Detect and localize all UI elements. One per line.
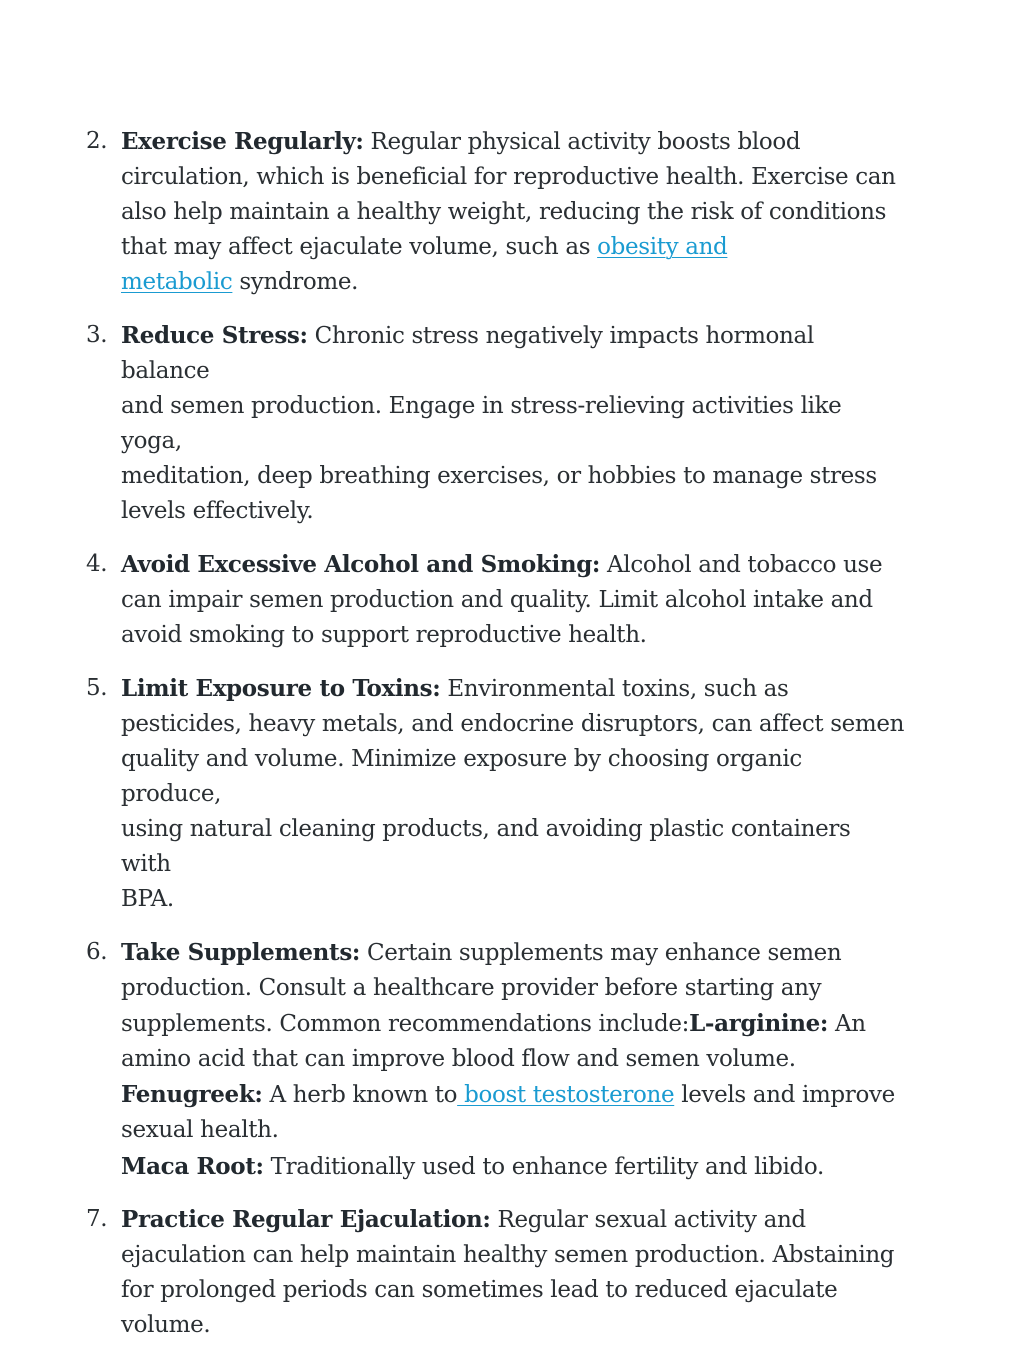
item-line bbox=[121, 547, 906, 583]
item-title: Exercise Regularly: bbox=[121, 128, 364, 155]
item-line: for prolonged periods can sometimes lead to reduced ejaculate bbox=[121, 1277, 838, 1304]
item-title: Take Supplements: bbox=[121, 938, 361, 966]
item-line: and semen production. Engage in stress-relieving activities like yoga, bbox=[121, 393, 842, 455]
item-line bbox=[121, 935, 906, 971]
item-text: An bbox=[828, 1011, 866, 1038]
item-line: volume. bbox=[121, 1312, 211, 1339]
list-item-alcohol-smoking bbox=[86, 547, 906, 653]
list-number: 2. bbox=[86, 128, 108, 154]
item-title: Avoid Excessive Alcohol and Smoking: bbox=[121, 551, 601, 579]
list-item-supplements bbox=[86, 935, 906, 1185]
item-line: quality and volume. Minimize exposure by choosing organic produce, bbox=[121, 746, 802, 808]
item-text: Alcohol and tobacco use bbox=[607, 552, 883, 579]
item-line: circulation, which is beneficial for reproductive health. Exercise can bbox=[121, 164, 896, 191]
item-line: BPA. bbox=[121, 886, 174, 913]
item-line: meditation, deep breathing exercises, or hobbies to manage stress bbox=[121, 463, 877, 490]
supplement-title-l-arginine: L-arginine: bbox=[689, 1010, 829, 1038]
item-text: levels and improve bbox=[674, 1082, 895, 1109]
item-line bbox=[121, 1006, 906, 1042]
item-line bbox=[121, 671, 906, 707]
item-line bbox=[121, 1077, 906, 1113]
item-text: Traditionally used to enhance fertility and libido. bbox=[263, 1153, 824, 1180]
item-text: Regular physical activity boosts blood bbox=[370, 129, 801, 155]
item-line: sexual health. bbox=[121, 1117, 279, 1144]
list-number: 7. bbox=[86, 1206, 108, 1233]
list-number: 6. bbox=[86, 938, 108, 965]
item-title: Practice Regular Ejaculation: bbox=[121, 1206, 491, 1234]
list-number: 4. bbox=[86, 551, 108, 578]
item-line: avoid smoking to support reproductive health. bbox=[121, 622, 647, 649]
item-line: amino acid that can improve blood flow and semen volume. bbox=[121, 1046, 796, 1073]
supplement-title-maca-root: Maca Root: bbox=[121, 1152, 264, 1180]
item-text: Environmental toxins, such as bbox=[447, 675, 789, 702]
item-line: ejaculation can help maintain healthy semen production. Abstaining bbox=[121, 1242, 895, 1269]
list-item-exercise bbox=[86, 124, 906, 300]
boost-testosterone-link[interactable]: boost testosterone bbox=[457, 1082, 675, 1109]
item-line: also help maintain a healthy weight, reducing the risk of conditions bbox=[121, 199, 887, 226]
supplement-title-fenugreek: Fenugreek: bbox=[121, 1081, 263, 1109]
item-line bbox=[121, 1202, 906, 1238]
item-line bbox=[121, 1149, 906, 1185]
list-item-stress bbox=[86, 318, 906, 530]
item-text: syndrome. bbox=[232, 269, 359, 296]
item-line bbox=[121, 230, 906, 265]
list-item-ejaculation bbox=[86, 1202, 906, 1343]
item-line: using natural cleaning products, and avoiding plastic containers with bbox=[121, 816, 851, 878]
tips-list bbox=[86, 124, 906, 1361]
item-line: pesticides, heavy metals, and endocrine disruptors, can affect semen bbox=[121, 710, 905, 737]
item-text: Chronic stress negatively impacts hormonal balance bbox=[121, 322, 814, 385]
item-title: Reduce Stress: bbox=[121, 321, 308, 349]
item-line bbox=[121, 265, 906, 300]
item-line bbox=[121, 318, 906, 389]
item-text: Certain supplements may enhance semen bbox=[367, 939, 842, 966]
obesity-metabolic-link[interactable]: obesity and bbox=[597, 234, 728, 261]
item-line: can impair semen production and quality. Limit alcohol intake and bbox=[121, 587, 873, 614]
item-line: production. Consult a healthcare provider before starting any bbox=[121, 975, 822, 1002]
list-number: 3. bbox=[86, 321, 108, 348]
item-text: Regular sexual activity and bbox=[497, 1207, 806, 1234]
item-text: that may affect ejaculate volume, such as bbox=[121, 234, 598, 261]
item-line bbox=[121, 124, 906, 160]
item-text: A herb known to bbox=[262, 1082, 458, 1109]
item-line: levels effectively. bbox=[121, 498, 314, 525]
item-text: supplements. Common recommendations include: bbox=[121, 1011, 690, 1038]
list-number: 5. bbox=[86, 674, 108, 701]
list-item-toxins bbox=[86, 671, 906, 918]
metabolic-link[interactable]: metabolic bbox=[121, 269, 233, 296]
item-title: Limit Exposure to Toxins: bbox=[121, 674, 441, 702]
